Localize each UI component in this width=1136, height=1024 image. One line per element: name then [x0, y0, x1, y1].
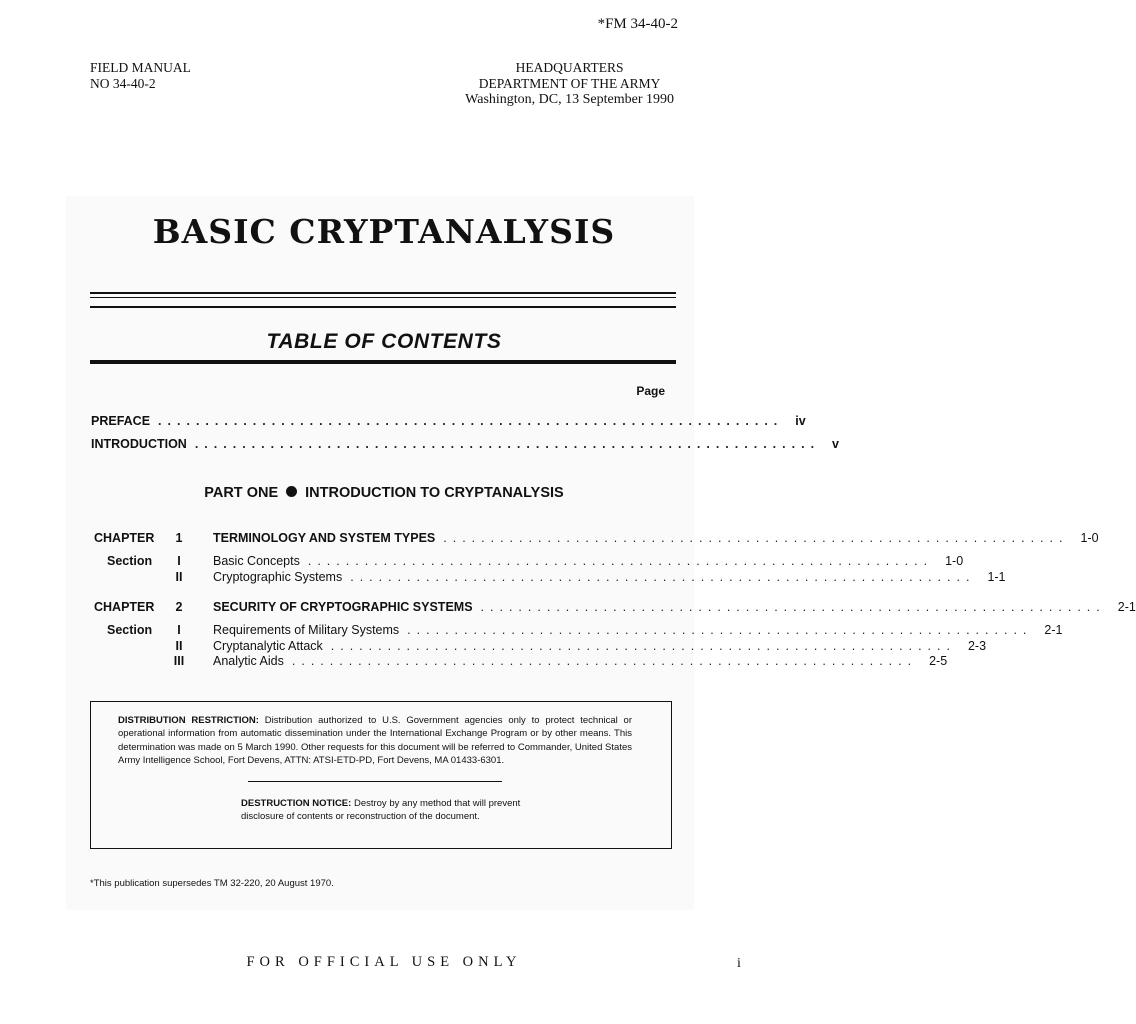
toc-entry-page: 1-1: [987, 570, 1006, 584]
headquarters: HEADQUARTERS: [515, 60, 624, 75]
leader-dots: ..................................................................: [307, 554, 934, 568]
chapter-number: 2: [175, 600, 183, 614]
leader-dots: ..................................................................: [330, 639, 956, 653]
toc-entry-label: Analytic Aids: [213, 654, 284, 668]
toc-heading: TABLE OF CONTENTS: [266, 330, 502, 353]
issuing-authority: [465, 60, 674, 108]
section-number: II: [175, 570, 183, 584]
toc-entry-section-1-2[interactable]: [213, 570, 1006, 584]
chapter-number: 1: [175, 531, 183, 545]
toc-entry-section-2-1[interactable]: [213, 623, 1063, 637]
manual-identifier: [90, 60, 191, 92]
manual-number: NO 34-40-2: [90, 76, 156, 91]
supersedes-note: *This publication supersedes TM 32-220, 20 August 1970.: [90, 878, 334, 889]
distribution-restriction: [118, 714, 632, 767]
toc-entry-page: iv: [795, 414, 806, 428]
toc-entry-page: 2-1: [1117, 600, 1136, 614]
destruction-notice: [241, 797, 531, 824]
title-rule-middle: [90, 297, 676, 298]
toc-entry-page: 2-5: [929, 654, 948, 668]
section-number: I: [177, 623, 181, 637]
section-number: I: [177, 554, 181, 568]
toc-entry-label: PREFACE: [91, 414, 151, 428]
destruction-text: Destroy by any method that will prevent disclosure of contents or reconstruction of the document.: [241, 798, 521, 823]
leader-dots: ..................................................................: [443, 531, 1069, 545]
part-label: PART ONE: [204, 485, 279, 501]
chapter-label: CHAPTER: [94, 600, 155, 614]
leader-dots: ..................................................................: [407, 623, 1033, 637]
toc-entry-section-2-3[interactable]: [213, 654, 948, 668]
toc-entry-section-2-2[interactable]: [213, 639, 987, 653]
toc-entry-page: 1-0: [1080, 531, 1099, 545]
toc-entry-page: 1-0: [945, 554, 964, 568]
title-rule-bottom: [90, 306, 676, 308]
toc-entry-page: 2-3: [967, 639, 987, 653]
leader-dots: ..................................................................: [194, 437, 821, 451]
part-title: INTRODUCTION TO CRYPTANALYSIS: [305, 485, 564, 501]
toc-entry-section-1-1[interactable]: [213, 554, 964, 568]
toc-entry-label: Cryptanalytic Attack: [213, 639, 323, 653]
leader-dots: ..................................................................: [291, 654, 918, 668]
chapter-label: CHAPTER: [94, 531, 155, 545]
toc-entry-label: Cryptographic Systems: [213, 570, 343, 584]
toc-entry-label: INTRODUCTION: [91, 437, 187, 451]
leader-dots: ..................................................................: [480, 600, 1106, 614]
department: DEPARTMENT OF THE ARMY: [478, 76, 661, 91]
toc-heading-rule: [90, 360, 676, 364]
document-title: BASIC CRYPTANALYSIS: [152, 212, 616, 251]
toc-entry-page: v: [832, 437, 839, 451]
toc-entry-chapter-1[interactable]: [213, 531, 1099, 545]
destruction-label: DESTRUCTION NOTICE:: [241, 798, 352, 809]
part-heading: [0, 485, 768, 501]
page-column-label: Page: [636, 384, 665, 398]
section-label: Section: [107, 554, 153, 568]
location-date: Washington, DC, 13 September 1990: [465, 92, 674, 107]
toc-entry-label: SECURITY OF CRYPTOGRAPHIC SYSTEMS: [213, 600, 473, 614]
leader-dots: ..................................................................: [350, 570, 976, 584]
official-use-marking: FOR OFFICIAL USE ONLY: [246, 954, 522, 970]
section-label: Section: [107, 623, 153, 637]
title-rule-top: [90, 292, 676, 294]
section-number: III: [173, 654, 185, 668]
toc-entry-label: Requirements of Military Systems: [213, 623, 400, 637]
bullet-icon: [286, 486, 297, 497]
section-number: II: [175, 639, 183, 653]
notice-divider: [248, 781, 502, 782]
distribution-text: Distribution authorized to U.S. Government agencies only to protect technical or operational information from automatic dissemination under the International Exchange Program or by other means. This determination was made on 5 March 1990. Other requests for this document will be referred to Commander, United States Army Intelligence School, Fort Devens, ATTN: ATSI-ETD-PD, Fort Devens, MA 01433-6301.: [118, 715, 633, 766]
toc-entry-label: TERMINOLOGY AND SYSTEM TYPES: [213, 531, 436, 545]
leader-dots: ..................................................................: [158, 414, 784, 428]
toc-entry-preface[interactable]: [91, 414, 806, 428]
manual-type: FIELD MANUAL: [90, 60, 191, 75]
toc-entry-label: Basic Concepts: [213, 554, 300, 568]
distribution-label: DISTRIBUTION RESTRICTION:: [118, 715, 259, 726]
document-number: *FM 34-40-2: [597, 16, 678, 32]
toc-entry-page: 2-1: [1044, 623, 1063, 637]
toc-entry-introduction[interactable]: [91, 437, 839, 451]
toc-entry-chapter-2[interactable]: [213, 600, 1136, 614]
page-number: i: [737, 956, 741, 971]
